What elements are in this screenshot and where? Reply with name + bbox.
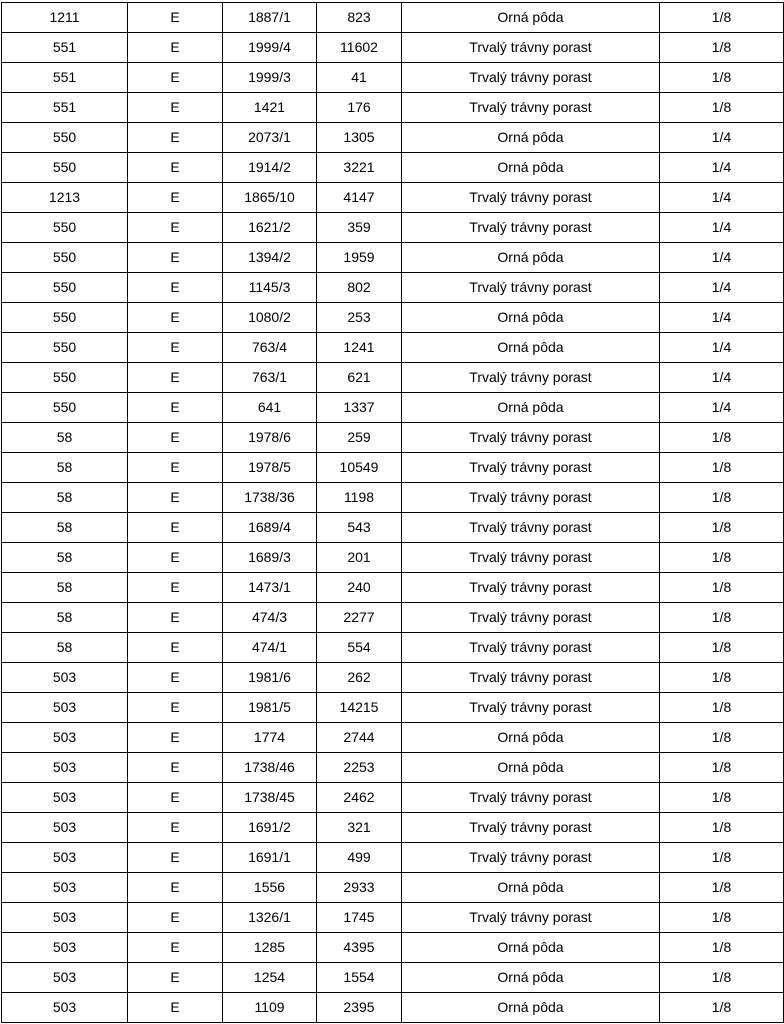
area-cell: 1554 [317, 963, 402, 993]
lv-number-cell: 503 [2, 783, 128, 813]
land-type-cell: Trvalý trávny porast [402, 63, 660, 93]
lv-number-cell: 503 [2, 933, 128, 963]
table-row [2, 453, 784, 483]
share-cell: 1/4 [660, 243, 784, 273]
area-cell: 14215 [317, 693, 402, 723]
table-row [2, 3, 784, 33]
area-cell: 2253 [317, 753, 402, 783]
area-cell: 201 [317, 543, 402, 573]
land-type-cell: Trvalý trávny porast [402, 543, 660, 573]
table-row [2, 993, 784, 1023]
table-row [2, 783, 784, 813]
share-cell: 1/8 [660, 63, 784, 93]
table-row [2, 273, 784, 303]
area-cell: 2395 [317, 993, 402, 1023]
lv-number-cell: 503 [2, 753, 128, 783]
share-cell: 1/8 [660, 933, 784, 963]
lv-number-cell: 58 [2, 513, 128, 543]
lv-number-cell: 503 [2, 843, 128, 873]
lv-number-cell: 550 [2, 153, 128, 183]
area-cell: 4395 [317, 933, 402, 963]
lv-number-cell: 551 [2, 33, 128, 63]
parcel-number-cell: 1285 [223, 933, 317, 963]
lv-number-cell: 503 [2, 963, 128, 993]
table-row [2, 123, 784, 153]
table-row [2, 573, 784, 603]
table-row [2, 603, 784, 633]
lv-number-cell: 550 [2, 333, 128, 363]
register-cell: E [128, 573, 223, 603]
table-row [2, 813, 784, 843]
land-type-cell: Trvalý trávny porast [402, 483, 660, 513]
lv-number-cell: 550 [2, 123, 128, 153]
parcel-number-cell: 1738/45 [223, 783, 317, 813]
area-cell: 359 [317, 213, 402, 243]
land-type-cell: Trvalý trávny porast [402, 813, 660, 843]
area-cell: 1959 [317, 243, 402, 273]
parcel-number-cell: 1691/1 [223, 843, 317, 873]
register-cell: E [128, 663, 223, 693]
share-cell: 1/8 [660, 963, 784, 993]
table-row [2, 513, 784, 543]
land-type-cell: Orná pôda [402, 333, 660, 363]
share-cell: 1/4 [660, 153, 784, 183]
register-cell: E [128, 633, 223, 663]
area-cell: 321 [317, 813, 402, 843]
land-type-cell: Orná pôda [402, 153, 660, 183]
lv-number-cell: 551 [2, 63, 128, 93]
land-type-cell: Trvalý trávny porast [402, 693, 660, 723]
lv-number-cell: 550 [2, 273, 128, 303]
table-row [2, 723, 784, 753]
area-cell: 543 [317, 513, 402, 543]
land-type-cell: Trvalý trávny porast [402, 663, 660, 693]
parcel-number-cell: 474/1 [223, 633, 317, 663]
parcel-number-cell: 763/4 [223, 333, 317, 363]
register-cell: E [128, 723, 223, 753]
register-cell: E [128, 333, 223, 363]
area-cell: 1305 [317, 123, 402, 153]
parcel-number-cell: 474/3 [223, 603, 317, 633]
lv-number-cell: 503 [2, 693, 128, 723]
share-cell: 1/4 [660, 213, 784, 243]
land-type-cell: Orná pôda [402, 933, 660, 963]
area-cell: 1241 [317, 333, 402, 363]
register-cell: E [128, 363, 223, 393]
register-cell: E [128, 693, 223, 723]
lv-number-cell: 550 [2, 393, 128, 423]
lv-number-cell: 1213 [2, 183, 128, 213]
lv-number-cell: 58 [2, 543, 128, 573]
lv-number-cell: 550 [2, 213, 128, 243]
area-cell: 2462 [317, 783, 402, 813]
land-type-cell: Orná pôda [402, 303, 660, 333]
land-type-cell: Orná pôda [402, 123, 660, 153]
register-cell: E [128, 3, 223, 33]
register-cell: E [128, 393, 223, 423]
table-row [2, 363, 784, 393]
table-row [2, 963, 784, 993]
land-type-cell: Trvalý trávny porast [402, 513, 660, 543]
area-cell: 253 [317, 303, 402, 333]
land-type-cell: Trvalý trávny porast [402, 603, 660, 633]
land-type-cell: Trvalý trávny porast [402, 903, 660, 933]
parcel-number-cell: 1981/5 [223, 693, 317, 723]
register-cell: E [128, 603, 223, 633]
parcel-number-cell: 1691/2 [223, 813, 317, 843]
area-cell: 554 [317, 633, 402, 663]
share-cell: 1/4 [660, 393, 784, 423]
parcel-number-cell: 1738/36 [223, 483, 317, 513]
land-type-cell: Orná pôda [402, 243, 660, 273]
table-row [2, 33, 784, 63]
area-cell: 2744 [317, 723, 402, 753]
parcel-number-cell: 2073/1 [223, 123, 317, 153]
land-type-cell: Orná pôda [402, 393, 660, 423]
table-row [2, 933, 784, 963]
parcel-number-cell: 1145/3 [223, 273, 317, 303]
share-cell: 1/4 [660, 123, 784, 153]
register-cell: E [128, 183, 223, 213]
table-row [2, 633, 784, 663]
table-row [2, 543, 784, 573]
register-cell: E [128, 273, 223, 303]
share-cell: 1/8 [660, 633, 784, 663]
lv-number-cell: 551 [2, 93, 128, 123]
share-cell: 1/8 [660, 993, 784, 1023]
land-type-cell: Trvalý trávny porast [402, 213, 660, 243]
area-cell: 41 [317, 63, 402, 93]
parcel-number-cell: 1689/3 [223, 543, 317, 573]
register-cell: E [128, 153, 223, 183]
register-cell: E [128, 213, 223, 243]
parcel-number-cell: 1978/6 [223, 423, 317, 453]
lv-number-cell: 58 [2, 603, 128, 633]
land-type-cell: Trvalý trávny porast [402, 843, 660, 873]
register-cell: E [128, 813, 223, 843]
land-type-cell: Trvalý trávny porast [402, 363, 660, 393]
table-row [2, 243, 784, 273]
register-cell: E [128, 93, 223, 123]
land-type-cell: Orná pôda [402, 3, 660, 33]
parcel-number-cell: 1981/6 [223, 663, 317, 693]
lv-number-cell: 58 [2, 633, 128, 663]
table-row [2, 903, 784, 933]
parcel-number-cell: 641 [223, 393, 317, 423]
land-type-cell: Trvalý trávny porast [402, 783, 660, 813]
lv-number-cell: 503 [2, 663, 128, 693]
register-cell: E [128, 933, 223, 963]
parcel-number-cell: 1421 [223, 93, 317, 123]
parcel-number-cell: 1738/46 [223, 753, 317, 783]
parcel-number-cell: 1254 [223, 963, 317, 993]
land-type-cell: Trvalý trávny porast [402, 273, 660, 303]
share-cell: 1/8 [660, 543, 784, 573]
lv-number-cell: 58 [2, 573, 128, 603]
register-cell: E [128, 423, 223, 453]
area-cell: 4147 [317, 183, 402, 213]
share-cell: 1/8 [660, 603, 784, 633]
share-cell: 1/8 [660, 813, 784, 843]
register-cell: E [128, 543, 223, 573]
land-type-cell: Trvalý trávny porast [402, 573, 660, 603]
parcel-table-body [2, 3, 784, 1023]
parcel-number-cell: 1473/1 [223, 573, 317, 603]
table-row [2, 423, 784, 453]
land-type-cell: Orná pôda [402, 723, 660, 753]
table-row [2, 873, 784, 903]
table-row [2, 183, 784, 213]
area-cell: 176 [317, 93, 402, 123]
register-cell: E [128, 873, 223, 903]
table-row [2, 393, 784, 423]
share-cell: 1/4 [660, 303, 784, 333]
share-cell: 1/4 [660, 363, 784, 393]
table-row [2, 153, 784, 183]
table-row [2, 843, 784, 873]
share-cell: 1/4 [660, 273, 784, 303]
lv-number-cell: 503 [2, 873, 128, 903]
share-cell: 1/8 [660, 663, 784, 693]
share-cell: 1/8 [660, 33, 784, 63]
parcel-number-cell: 1080/2 [223, 303, 317, 333]
register-cell: E [128, 33, 223, 63]
share-cell: 1/8 [660, 903, 784, 933]
lv-number-cell: 503 [2, 723, 128, 753]
table-row [2, 663, 784, 693]
parcel-number-cell: 763/1 [223, 363, 317, 393]
parcel-number-cell: 1865/10 [223, 183, 317, 213]
share-cell: 1/8 [660, 843, 784, 873]
share-cell: 1/8 [660, 453, 784, 483]
lv-number-cell: 1211 [2, 3, 128, 33]
lv-number-cell: 503 [2, 993, 128, 1023]
lv-number-cell: 58 [2, 423, 128, 453]
parcel-number-cell: 1774 [223, 723, 317, 753]
share-cell: 1/4 [660, 333, 784, 363]
share-cell: 1/8 [660, 483, 784, 513]
area-cell: 621 [317, 363, 402, 393]
parcel-number-cell: 1394/2 [223, 243, 317, 273]
area-cell: 240 [317, 573, 402, 603]
parcel-number-cell: 1978/5 [223, 453, 317, 483]
parcel-number-cell: 1999/3 [223, 63, 317, 93]
area-cell: 10549 [317, 453, 402, 483]
share-cell: 1/8 [660, 693, 784, 723]
table-row [2, 93, 784, 123]
share-cell: 1/8 [660, 573, 784, 603]
register-cell: E [128, 63, 223, 93]
parcel-number-cell: 1326/1 [223, 903, 317, 933]
lv-number-cell: 550 [2, 303, 128, 333]
table-row [2, 333, 784, 363]
table-row [2, 753, 784, 783]
lv-number-cell: 503 [2, 903, 128, 933]
share-cell: 1/8 [660, 753, 784, 783]
table-row [2, 303, 784, 333]
share-cell: 1/8 [660, 723, 784, 753]
area-cell: 262 [317, 663, 402, 693]
share-cell: 1/8 [660, 423, 784, 453]
table-row [2, 483, 784, 513]
area-cell: 1198 [317, 483, 402, 513]
register-cell: E [128, 783, 223, 813]
register-cell: E [128, 513, 223, 543]
land-type-cell: Trvalý trávny porast [402, 633, 660, 663]
land-type-cell: Orná pôda [402, 753, 660, 783]
area-cell: 1337 [317, 393, 402, 423]
parcel-number-cell: 1887/1 [223, 3, 317, 33]
land-type-cell: Orná pôda [402, 873, 660, 903]
land-type-cell: Trvalý trávny porast [402, 453, 660, 483]
register-cell: E [128, 123, 223, 153]
share-cell: 1/8 [660, 783, 784, 813]
parcel-table [1, 2, 784, 1023]
area-cell: 2933 [317, 873, 402, 903]
share-cell: 1/8 [660, 93, 784, 123]
table-row [2, 213, 784, 243]
lv-number-cell: 503 [2, 813, 128, 843]
register-cell: E [128, 453, 223, 483]
parcel-number-cell: 1914/2 [223, 153, 317, 183]
lv-number-cell: 58 [2, 483, 128, 513]
land-type-cell: Orná pôda [402, 963, 660, 993]
share-cell: 1/4 [660, 183, 784, 213]
parcel-number-cell: 1621/2 [223, 213, 317, 243]
register-cell: E [128, 903, 223, 933]
land-type-cell: Trvalý trávny porast [402, 183, 660, 213]
share-cell: 1/8 [660, 3, 784, 33]
area-cell: 259 [317, 423, 402, 453]
register-cell: E [128, 963, 223, 993]
area-cell: 499 [317, 843, 402, 873]
lv-number-cell: 550 [2, 363, 128, 393]
table-row [2, 693, 784, 723]
lv-number-cell: 58 [2, 453, 128, 483]
register-cell: E [128, 303, 223, 333]
area-cell: 823 [317, 3, 402, 33]
area-cell: 11602 [317, 33, 402, 63]
area-cell: 3221 [317, 153, 402, 183]
area-cell: 802 [317, 273, 402, 303]
register-cell: E [128, 993, 223, 1023]
register-cell: E [128, 483, 223, 513]
land-type-cell: Trvalý trávny porast [402, 423, 660, 453]
register-cell: E [128, 243, 223, 273]
parcel-number-cell: 1689/4 [223, 513, 317, 543]
lv-number-cell: 550 [2, 243, 128, 273]
parcel-number-cell: 1109 [223, 993, 317, 1023]
area-cell: 1745 [317, 903, 402, 933]
table-row [2, 63, 784, 93]
register-cell: E [128, 753, 223, 783]
share-cell: 1/8 [660, 873, 784, 903]
share-cell: 1/8 [660, 513, 784, 543]
land-type-cell: Trvalý trávny porast [402, 33, 660, 63]
parcel-number-cell: 1556 [223, 873, 317, 903]
parcel-number-cell: 1999/4 [223, 33, 317, 63]
area-cell: 2277 [317, 603, 402, 633]
land-type-cell: Orná pôda [402, 993, 660, 1023]
register-cell: E [128, 843, 223, 873]
land-type-cell: Trvalý trávny porast [402, 93, 660, 123]
